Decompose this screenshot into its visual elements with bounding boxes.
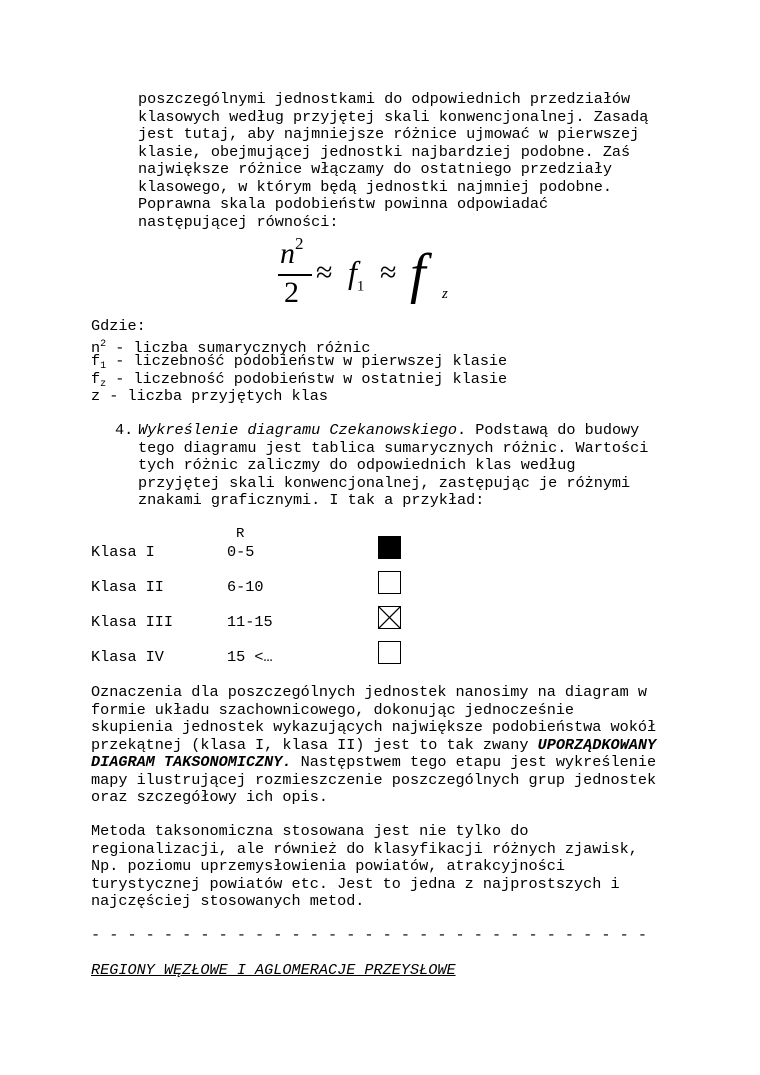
legend-item: z - liczba przyjętych klas [91, 387, 328, 405]
para2-line: oraz szczegółowy ich opis. [91, 788, 328, 806]
intro-line: klasowych według przyjętej skali konwencjonalnej. Zasadą [138, 107, 649, 126]
legend-item: $f_1$ - liczebność podobieństw w pierwszej klasie [91, 352, 508, 372]
para2-line: skupienia jednostek wykazujących największe podobieństwa wokół [91, 718, 657, 736]
class-label: Klasa IV [91, 648, 164, 666]
formula-numerator: $n^2$ [280, 234, 304, 270]
filled-square-icon [378, 536, 401, 559]
cross-mark-icon [379, 607, 400, 628]
formula-denominator: 2 [284, 276, 299, 309]
formula-fz: f [410, 243, 426, 305]
emphasis-term: DIAGRAM TAKSONOMICZNY. [91, 753, 292, 771]
class-range: 11-15 [227, 613, 273, 631]
section-number: 4. [115, 421, 134, 439]
formula-z-subscript: z [442, 286, 448, 302]
section-line: tego diagramu jest tablica sumarycznych różnic. Wartości [138, 438, 649, 457]
para2-line: mapy ilustrującej rozmieszczenie poszczególnych grup jednostek [91, 770, 657, 789]
dashed-separator: - - - - - - - - - - - - - - - - - - - - - - - - - - - - - - - [91, 926, 647, 944]
intro-line: Poprawna skala podobieństw powinna odpowiadać [138, 195, 549, 213]
class-range: 15 <… [227, 648, 273, 666]
similarity-formula [270, 232, 470, 317]
para3-line: regionalizacji, ale również do klasyfikacji różnych zjawisk, [91, 839, 638, 858]
section-heading-line: Wykreślenie diagramu Czekanowskiego. Podstawą do budowy [138, 421, 640, 439]
class-range: 0-5 [227, 543, 255, 561]
intro-line: następującej równości: [138, 212, 339, 231]
para2-line: DIAGRAM TAKSONOMICZNY. Następstwem tego etapu jest wykreślenie [91, 753, 657, 771]
approx-sign: ≈ [380, 256, 397, 289]
legend-label: Gdzie: [91, 317, 146, 335]
next-section-heading: REGIONY WĘZŁOWE I AGLOMERACJE PRZEYSŁOWE [91, 961, 456, 979]
section-line: przyjętej skali konwencjonalnej, zastępując je różnymi [138, 473, 631, 492]
para3-line: turystycznej powiatów etc. Jest to jedna z najprostszych i [91, 874, 620, 893]
legend-item: $f_z$ - liczebność podobieństw w ostatniej klasie [91, 369, 508, 390]
legend-item: $n^2$ - liczba sumarycznych różnic [91, 338, 371, 357]
para2-line: formie układu szachownicowego, dokonując jednocześnie [91, 700, 575, 719]
para2-line: Oznaczenia dla poszczególnych jednostek nanosimy na diagram w [91, 683, 647, 701]
intro-line: największe różnice włączamy do ostatniego przedziały [138, 160, 612, 178]
intro-line: klasowego, w którym będą jednostki najmniej podobne. [138, 177, 612, 196]
range-header: R [236, 526, 245, 542]
para3-line: najczęściej stosowanych metod. [91, 892, 365, 910]
empty-square-icon [378, 641, 401, 664]
para2-line: przekątnej (klasa I, klasa II) jest to tak zwany UPORZĄDKOWANY [91, 735, 657, 754]
crossed-square-icon [378, 606, 401, 629]
empty-square-icon [378, 571, 401, 594]
intro-line: poszczególnymi jednostkami do odpowiednich przedziałów [138, 90, 631, 108]
class-label: Klasa III [91, 613, 174, 631]
emphasis-term: UPORZĄDKOWANY [537, 735, 657, 754]
section-line: znakami graficznymi. I tak a przykład: [138, 491, 485, 509]
intro-line: jest tutaj, aby najmniejsze różnice ujmować w pierwszej [138, 125, 640, 143]
section-title: Wykreślenie diagramu Czekanowskiego [138, 421, 457, 439]
intro-line: klasie, obejmującej jednostki najbardziej podobne. Zaś [138, 142, 631, 161]
para3-line: Np. poziomu uprzemysłowienia powiatów, atrakcyjności [91, 857, 565, 875]
class-label: Klasa II [91, 578, 164, 596]
para3-line: Metoda taksonomiczna stosowana jest nie tylko do [91, 822, 529, 840]
class-label: Klasa I [91, 543, 155, 561]
formula-f1: $f_1$ [348, 254, 365, 295]
class-range: 6-10 [227, 578, 264, 596]
approx-sign: ≈ [316, 256, 333, 289]
section-line: tych różnic zaliczmy do odpowiednich klas według [138, 456, 576, 474]
